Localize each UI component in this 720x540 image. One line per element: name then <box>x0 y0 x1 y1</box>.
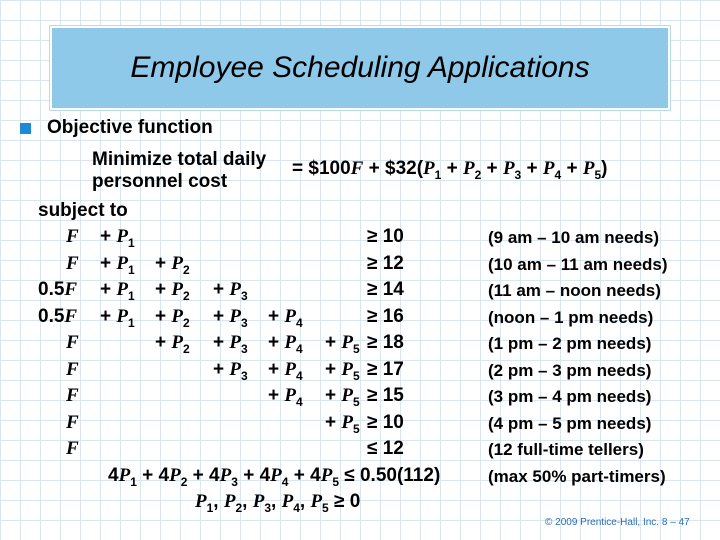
constraint-term: + $P_2$ <box>155 252 190 277</box>
constraint-note: (noon – 1 pm needs) <box>488 307 654 327</box>
constraint-term: + $P_3$ <box>213 358 248 383</box>
constraint-term: + $P_5$ <box>325 332 360 356</box>
constraint-term: + $P_2$ <box>155 305 190 330</box>
constraint-term: + $P_4$ <box>268 332 303 356</box>
constraint-term: + $P_3$ <box>213 305 248 330</box>
constraint-term: + $P_3$ <box>213 332 248 356</box>
constraint-rhs: ≥ 10 <box>367 411 404 433</box>
objective-expression: = $100F + $\$32(P_1 + P_2 + P_3 + P_4 + P_5)$ <box>292 158 608 182</box>
constraint-term: 0.5F <box>38 279 78 300</box>
constraint-term: + $P_2$ <box>155 279 190 303</box>
constraint-term: 0.5F <box>38 305 78 327</box>
objective-label <box>92 149 266 193</box>
bullet-square-icon <box>20 123 31 134</box>
constraint-term: F <box>66 358 79 380</box>
constraint-note: (10 am – 11 am needs) <box>488 254 668 274</box>
constraint-expression: $4P_1 + 4P_2 + 4P_3 + 4P_4 + 4P_5 \le 0.50(112)$ <box>108 464 441 489</box>
constraint-term: F <box>66 252 79 274</box>
constraint-term: + $P_4$ <box>268 358 303 383</box>
constraint-term: F <box>66 332 79 353</box>
constraint-term: F <box>66 438 79 459</box>
constraint-rhs: ≥ 16 <box>367 305 404 327</box>
constraint-rhs: ≥ 15 <box>367 385 404 406</box>
constraint-term: + $P_4$ <box>268 305 303 330</box>
constraint-term: F <box>66 385 79 406</box>
constraint-term: + $P_2$ <box>155 332 190 356</box>
constraint-note: (11 am – noon needs) <box>488 281 661 300</box>
bullet-objective-function: Objective function <box>47 117 213 138</box>
nonnegativity-constraint: $P_1$, $P_2$, $P_3$, $P_4$, $P_5 \ge 0$ <box>195 491 361 515</box>
constraint-term: + $P_1$ <box>100 226 135 250</box>
constraint-rhs: ≥ 10 <box>367 226 404 247</box>
objective-label-line2: personnel cost <box>92 171 228 192</box>
constraint-term: + $P_5$ <box>325 411 360 436</box>
subject-to-label: subject to <box>38 200 128 221</box>
constraint-note: (2 pm – 3 pm needs) <box>488 360 652 380</box>
constraint-term: F <box>66 226 79 247</box>
constraint-term: + $P_1$ <box>100 279 135 303</box>
constraint-term: + $P_5$ <box>325 385 360 409</box>
slide-title-banner <box>50 26 670 110</box>
constraint-note: (4 pm – 5 pm needs) <box>488 413 652 433</box>
constraint-rhs: ≥ 12 <box>367 252 404 274</box>
constraint-term: + $P_1$ <box>100 252 135 277</box>
constraint-term: + $P_1$ <box>100 305 135 330</box>
constraint-note: (max 50% part-timers) <box>488 466 666 486</box>
slide-title: Employee Scheduling Applications <box>130 51 590 84</box>
constraint-rhs: ≥ 17 <box>367 358 404 380</box>
constraint-note: (3 pm – 4 pm needs) <box>488 387 652 406</box>
constraint-note: (9 am – 10 am needs) <box>488 228 660 247</box>
constraint-note: (1 pm – 2 pm needs) <box>488 334 652 353</box>
constraint-term: + $P_3$ <box>213 279 248 303</box>
constraint-rhs: ≥ 18 <box>367 332 404 353</box>
constraint-term: + $P_4$ <box>268 385 303 409</box>
constraint-term: F <box>66 411 79 433</box>
constraint-rhs: ≤ 12 <box>367 438 404 459</box>
footer-copyright: © 2009 Prentice-Hall, Inc. 8 – 47 <box>545 517 690 528</box>
constraint-note: (12 full-time tellers) <box>488 440 644 459</box>
constraint-rhs: ≥ 14 <box>367 279 404 300</box>
objective-label-line1: Minimize total daily <box>92 149 267 170</box>
constraint-term: + $P_5$ <box>325 358 360 383</box>
